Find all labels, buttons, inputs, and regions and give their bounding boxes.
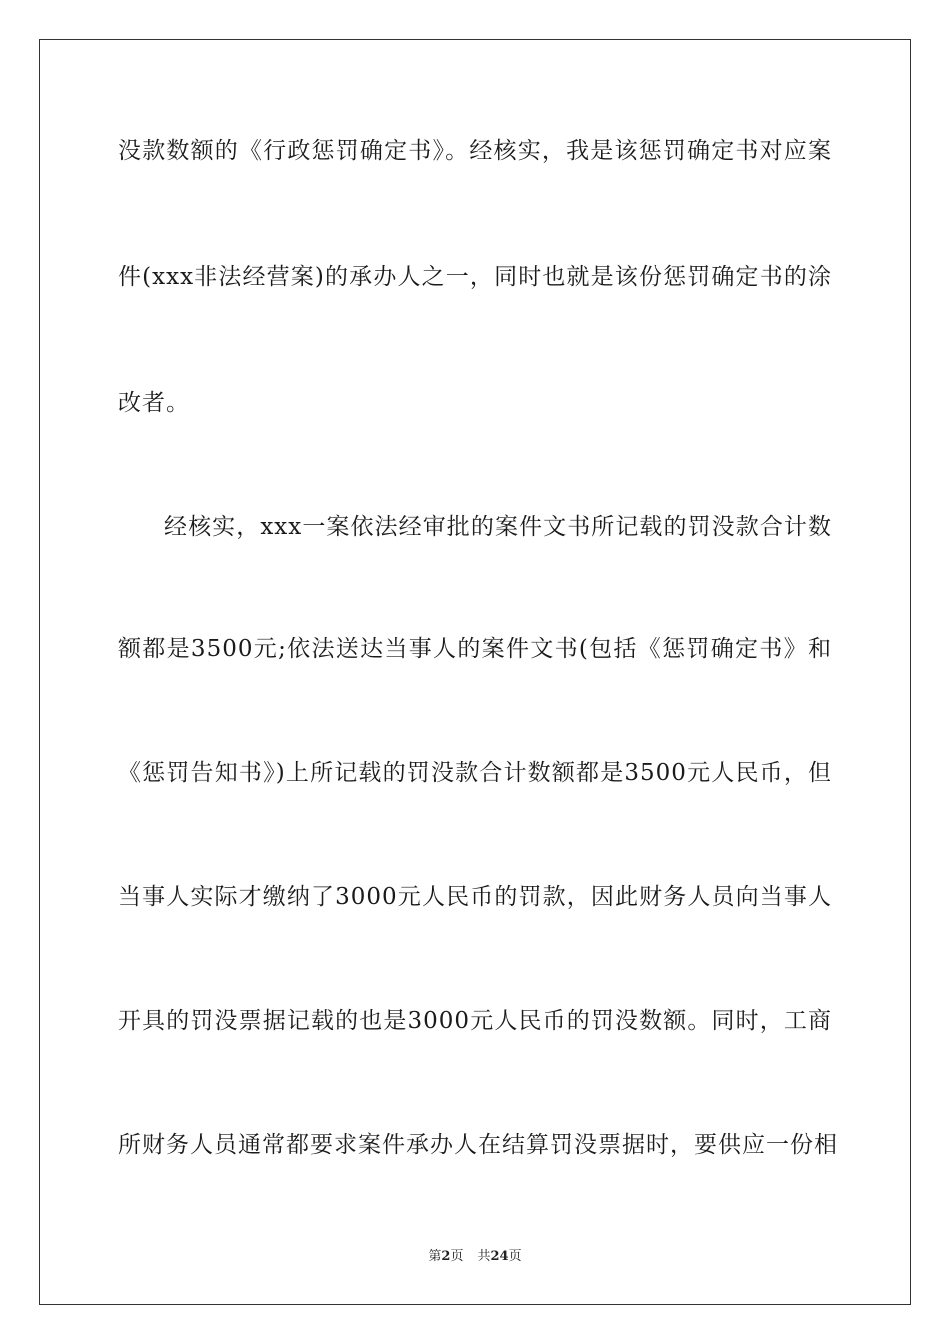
total-prefix: 共: [477, 1249, 491, 1264]
page-total: 24: [490, 1249, 509, 1264]
text-line-8: 开具的罚没票据记载的也是3000元人民币的罚没数额。同时，工商: [118, 1008, 832, 1034]
page-unit: 页: [450, 1249, 464, 1264]
text-line-3: 改者。: [118, 390, 190, 416]
page-prefix: 第: [428, 1249, 442, 1264]
page-footer: [0, 1248, 950, 1266]
text-line-9: 所财务人员通常都要求案件承办人在结算罚没票据时，要供应一份相: [118, 1132, 838, 1158]
text-line-5: 额都是3500元;依法送达当事人的案件文书(包括《惩罚确定书》和: [118, 636, 832, 662]
text-line-1: 没款数额的《行政惩罚确定书》。经核实，我是该惩罚确定书对应案: [118, 138, 832, 164]
text-line-7: 当事人实际才缴纳了3000元人民币的罚款，因此财务人员向当事人: [118, 884, 832, 910]
text-line-6: 《惩罚告知书》)上所记载的罚没款合计数额都是3500元人民币，但: [118, 760, 832, 786]
total-unit: 页: [508, 1249, 522, 1264]
page-border: [39, 39, 911, 1305]
text-line-2: 件(xxx非法经营案)的承办人之一，同时也就是该份惩罚确定书的涂: [118, 264, 832, 290]
text-line-4: 经核实，xxx一案依法经审批的案件文书所记载的罚没款合计数: [164, 514, 832, 540]
page-current: 2: [441, 1249, 451, 1264]
